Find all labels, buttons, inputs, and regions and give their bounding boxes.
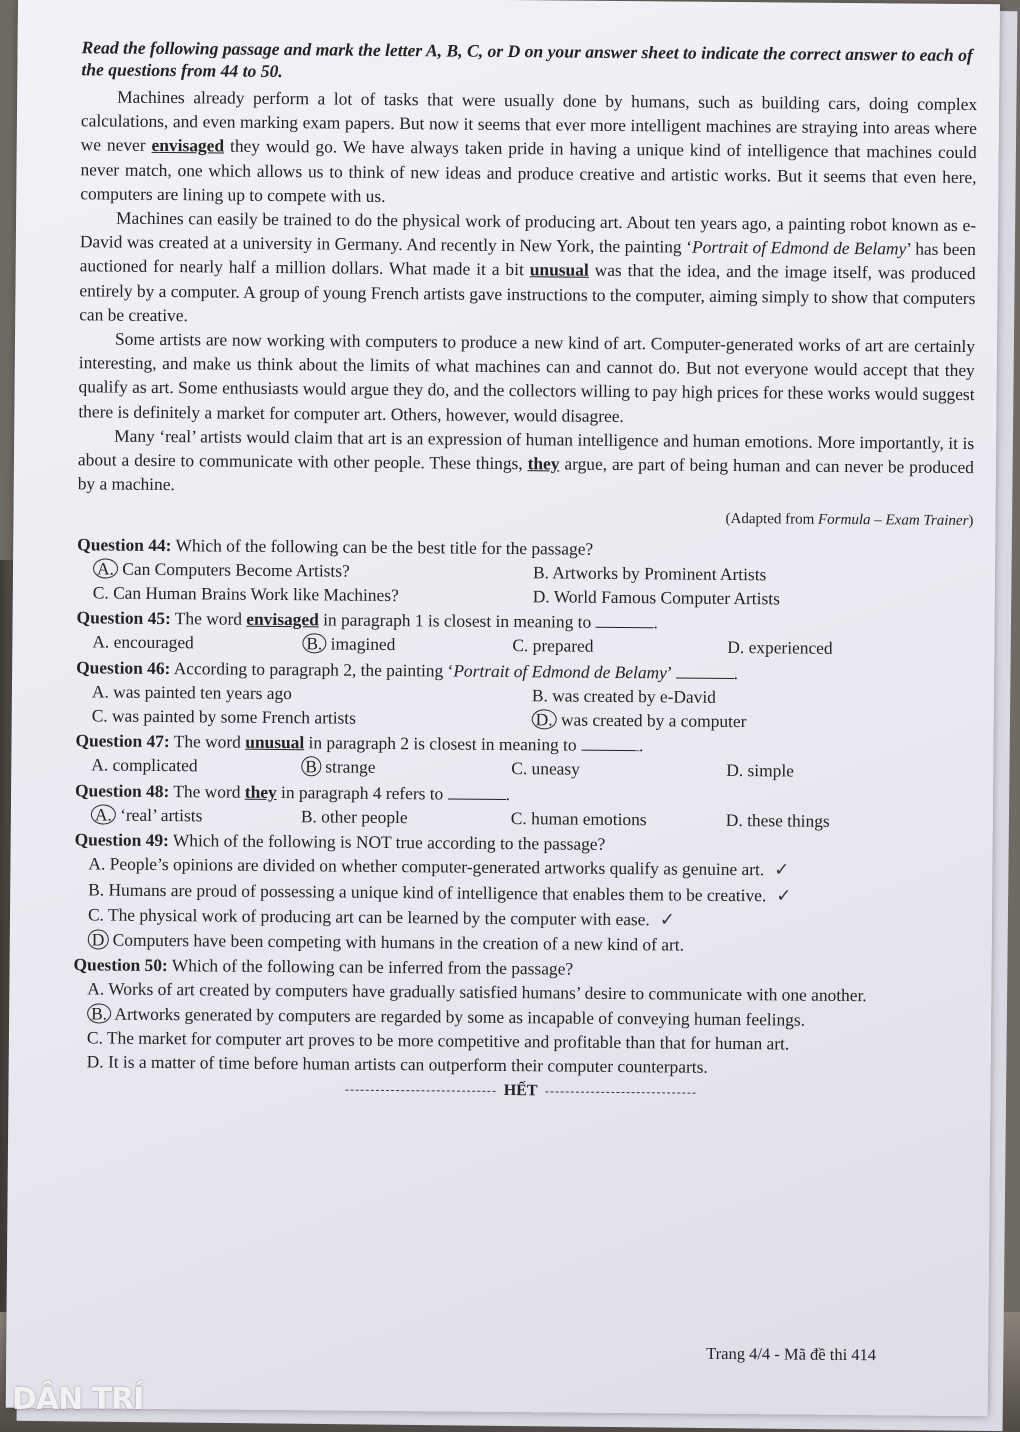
- instruction: Read the following passage and mark the letter A, B, C, or D on your answer sheet to indicate the correct answer to each of the questions from 44 to 50.: [81, 37, 973, 82]
- option-d[interactable]: D. It is a matter of time before human artists can outperform their computer counterparts.: [86, 1051, 708, 1077]
- end-mark: HẾT: [72, 1075, 968, 1107]
- option-c[interactable]: C. was painted by some French artists: [91, 705, 357, 728]
- question-49: Question 49: Which of the following is NOT true according to the passage? A. People’s opinions are divided on whether computer-generated artworks qualify as genuine art. ✓ B. Humans are proud of possessing a unique kind of intelligence that enables them to be creative. ✓ C. The physical work of producing art can be learned by the computer with ease. ✓ D Computers have been competing with humans in the creation of a new kind of art.: [74, 827, 971, 959]
- option-d[interactable]: D Computers have been competing with humans in the creation of a new kind of art.: [88, 927, 970, 959]
- question-50: Question 50: Which of the following can be inferred from the passage? A. Works of art created by computers have gradually satisfied humans’ desire to communicate with one another. B. Artworks generated by computers are regarded by some as incapable of conveying human feelings. C. The market for computer art proves to be more competitive and profitable than that for human art. D. It is a matter of time before human artists can outperform their computer counterparts.: [73, 952, 970, 1081]
- word-they: they: [527, 453, 560, 474]
- source-citation: (Adapted from Formula – Exam Trainer): [725, 511, 974, 530]
- option-d[interactable]: D. these things: [725, 809, 830, 831]
- check-mark-icon: ✓: [774, 859, 790, 881]
- check-mark-icon: ✓: [776, 884, 792, 906]
- option-b[interactable]: B. Humans are proud of possessing a unique kind of intelligence that enables them to be creative. ✓: [88, 878, 792, 906]
- answer-circle: A.: [93, 558, 118, 578]
- option-a[interactable]: A. Works of art created by computers have gradually satisfied humans’ desire to communicate with one another.: [87, 978, 867, 1006]
- option-b[interactable]: B. was created by e-David: [531, 685, 717, 707]
- watermark-logo: DÂN TRÍ: [12, 1382, 144, 1417]
- option-a[interactable]: A. encouraged: [92, 631, 194, 653]
- option-a[interactable]: A. People’s opinions are divided on whether computer-generated artworks qualify as genuine art. ✓: [88, 853, 790, 881]
- answer-blank: [448, 784, 506, 800]
- option-d[interactable]: D. experienced: [727, 637, 833, 659]
- option-b[interactable]: B strange: [301, 755, 511, 781]
- question-48: Question 48: The word they in paragraph 4 refers to . A. ‘real’ artists B. other people C. human emotions D. these things: [75, 778, 971, 834]
- answer-blank: [676, 663, 734, 679]
- question-47: Question 47: The word unusual in paragraph 2 is closest in meaning to . A. complicated B strange C. uneasy D. simple: [75, 729, 971, 785]
- question-46: Question 46: According to paragraph 2, the painting ‘Portrait of Edmond de Belamy’ . A. was painted ten years ago B. was created by e-David C. was painted by some French artists D. was created by a computer: [76, 655, 973, 735]
- option-c[interactable]: C. uneasy: [511, 758, 580, 780]
- option-c[interactable]: C. human emotions: [510, 807, 647, 830]
- option-d[interactable]: D. was created by a computer: [532, 707, 972, 735]
- answer-blank: [581, 736, 639, 752]
- answer-circle: B.: [302, 634, 326, 654]
- option-a[interactable]: A. Can Computers Become Artists?: [93, 556, 533, 584]
- word-envisaged: envisaged: [151, 135, 225, 156]
- check-mark-icon: ✓: [659, 909, 675, 931]
- question-45: Question 45: The word envisaged in paragraph 1 is closest in meaning to . A. encouraged B. imagined C. prepared D. experienced: [76, 606, 972, 662]
- option-c[interactable]: C. The physical work of producing art can be learned by the computer with ease. ✓: [87, 904, 675, 931]
- answer-blank: [596, 613, 654, 629]
- answer-circle: B: [301, 757, 321, 777]
- option-d[interactable]: D. simple: [726, 760, 795, 781]
- option-b[interactable]: B. Artworks by Prominent Artists: [532, 562, 767, 585]
- option-b[interactable]: B. imagined: [302, 632, 512, 658]
- option-a[interactable]: A. was painted ten years ago: [91, 681, 292, 704]
- option-a[interactable]: A. ‘real’ artists: [91, 802, 301, 828]
- page-footer: Trang 4/4 - Mã đề thi 414: [706, 1343, 877, 1365]
- question-44: Question 44: Which of the following can be the best title for the passage? A. Can Computers Become Artists? B. Artworks by Prominent Artists C. Can Human Brains Work like Machines? D. World Famous Computer Artists: [77, 532, 974, 612]
- option-b[interactable]: B. Artworks generated by computers are regarded by some as incapable of conveying human feelings.: [87, 1001, 969, 1033]
- answer-circle: B.: [87, 1003, 111, 1023]
- option-c[interactable]: C. Can Human Brains Work like Machines?: [92, 582, 399, 606]
- option-c[interactable]: C. The market for computer art proves to be more competitive and profitable than that for human art.: [86, 1027, 790, 1054]
- option-a[interactable]: A. complicated: [91, 754, 198, 776]
- sheet-content: [72, 36, 977, 1123]
- answer-circle: D.: [532, 709, 557, 729]
- answer-circle: A.: [91, 804, 116, 824]
- option-b[interactable]: B. other people: [300, 806, 408, 828]
- word-unusual: unusual: [529, 259, 589, 281]
- paragraph-1: Machines already perform a lot of tasks that were usually done by humans, such as building cars, doing complex calculations, and even marking exam papers. But now it seems that ever more intelligent machines are straying into areas where we never envisaged they would go. We have always taken pride in having a unique kind of intelligence that machines could never match, one which allows us to think of new ideas and produce creative and artistic works. But it seems that even here, computers are lining up to compete with us.: [80, 86, 978, 206]
- exam-sheet: [6, 0, 1000, 1416]
- answer-circle: D: [88, 929, 109, 949]
- option-c[interactable]: C. prepared: [512, 635, 594, 657]
- paragraph-4: Many ‘real’ artists would claim that art is an expression of human intelligence and human emotions. More importantly, it is about a desire to communicate with other people. These things, they argue, are part of being human and can never be produced by a machine.: [77, 425, 975, 495]
- option-d[interactable]: D. World Famous Computer Artists: [532, 586, 780, 609]
- paragraph-2: Machines can easily be trained to do the physical work of producing art. About ten years ago, a painting robot known as e-David was created at a university in Germany. And recently in New York, the painting ‘Portrait of Edmond de Belamy’ has been auctioned for nearly half a million dollars. What made it a bit unusual was that the idea, and the image itself, was produced entirely by a computer. A group of young French artists gave instructions to the computer, aiming simply to show that computers can be creative.: [79, 207, 977, 326]
- paragraph-3: Some artists are now working with computers to produce a new kind of art. Computer-generated works of art are certainly interesting, and make us think about the limits of what machines can and cannot do. But not everyone would accept that they qualify as art. Some enthusiasts would argue they do, and the collectors willing to pay high prices for these works would suggest there is definitely a market for computer art. Others, however, would disagree.: [78, 328, 976, 426]
